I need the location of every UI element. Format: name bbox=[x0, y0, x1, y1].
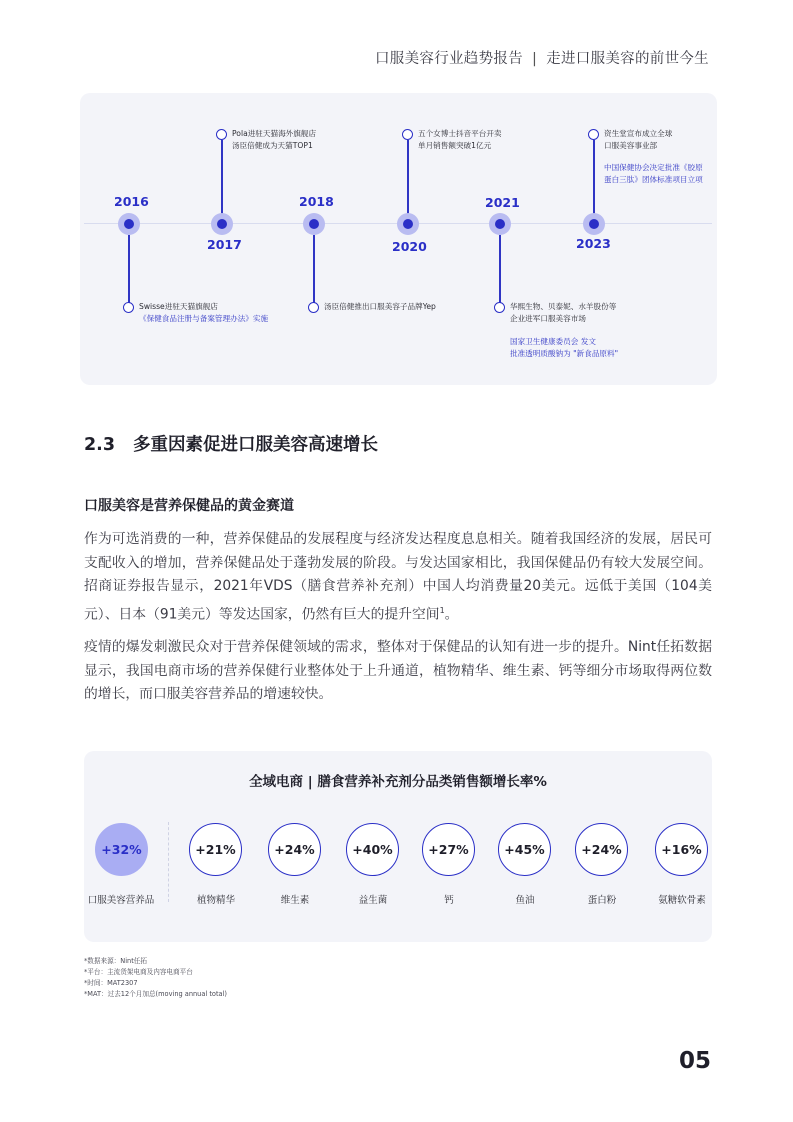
event-marker-2016 bbox=[123, 302, 134, 313]
growth-value-circle: +24% bbox=[268, 823, 321, 876]
event-marker-2020 bbox=[402, 129, 413, 140]
section-heading bbox=[84, 431, 378, 456]
footnote-platform: *平台：主流货架电商及内容电商平台 bbox=[84, 968, 193, 976]
event-2021-text-1: 华熙生物、贝泰妮、水羊股份等 bbox=[510, 302, 617, 311]
timeline-panel bbox=[80, 93, 717, 385]
timeline-node-2023 bbox=[583, 213, 605, 235]
event-2017-text-2: 汤臣倍健成为天猫TOP1 bbox=[232, 141, 313, 150]
event-marker-2021 bbox=[494, 302, 505, 313]
growth-panel-title: 全域电商 | 膳食营养补充剂分品类销售额增长率% bbox=[249, 774, 547, 790]
category-label: 口服美容营养品 bbox=[87, 895, 155, 906]
growth-value-circle-highlight: +32% bbox=[95, 823, 148, 876]
page-number: 05 bbox=[678, 1048, 711, 1074]
panel-divider bbox=[168, 822, 169, 902]
growth-value-circle: +45% bbox=[498, 823, 551, 876]
year-2020: 2020 bbox=[392, 239, 427, 254]
growth-value-circle: +21% bbox=[189, 823, 242, 876]
body-paragraph-1 bbox=[84, 528, 712, 627]
event-2020-text-2: 单月销售额突破1亿元 bbox=[418, 141, 492, 150]
category-label: 蛋白粉 bbox=[587, 895, 617, 906]
paragraph-1-end: 。 bbox=[444, 606, 459, 623]
body-paragraph-2: 疫情的爆发刺激民众对于营养保健领域的需求，整体对于保健品的认知有进一步的提升。Nint任拓数据显示，我国电商市场的营养保健行业整体处于上升通道，植物精华、维生素、钙等细分市场取得两位数的增长，而口服美容营养品的增速较快。 bbox=[84, 639, 712, 702]
year-2016: 2016 bbox=[114, 194, 149, 209]
timeline-stem-2017 bbox=[221, 140, 223, 214]
event-2016-text: Swisse进驻天猫旗舰店 bbox=[139, 302, 218, 311]
timeline-node-2020 bbox=[397, 213, 419, 235]
category-label: 氨糖软骨素 bbox=[658, 895, 706, 906]
paragraph-1-text: 作为可选消费的一种，营养保健品的发展程度与经济发达程度息息相关。随着我国经济的发展，居民可支配收入的增加，营养保健品处于蓬勃发展的阶段。与发达国家相比，我国保健品仍有较大发展空间。招商证券报告显示，2021年VDS（膳食营养补充剂）中国人均消费量20美元。远低于美国（104美元）、日本（91美元）等发达国家，仍然有巨大的提升空间 bbox=[84, 531, 712, 623]
timeline-stem-2023 bbox=[593, 140, 595, 214]
event-2023-text-2: 口服美容事业部 bbox=[604, 141, 658, 150]
growth-value-circle: +24% bbox=[575, 823, 628, 876]
event-2023-text-1: 资生堂宣布成立全球 bbox=[604, 129, 673, 138]
category-label: 钙 bbox=[444, 895, 454, 906]
footnote-ref: 1 bbox=[439, 605, 445, 615]
timeline-node-2016 bbox=[118, 213, 140, 235]
event-2023-note-1: 中国保健协会决定批准《胶原 bbox=[604, 163, 703, 172]
timeline-stem-2018 bbox=[313, 235, 315, 303]
running-header bbox=[375, 47, 709, 68]
year-2018: 2018 bbox=[299, 194, 334, 209]
event-2021-text-2: 企业进军口服美容市场 bbox=[510, 314, 586, 323]
event-2021-note-1: 国家卫生健康委员会 发文 bbox=[510, 337, 596, 346]
event-2021-note-2: 批准透明质酸钠为 "新食品原料" bbox=[510, 349, 619, 358]
event-2023-note-2: 蛋白三肽》团体标准项目立项 bbox=[604, 175, 703, 184]
timeline-node-2018 bbox=[303, 213, 325, 235]
timeline-node-2021 bbox=[489, 213, 511, 235]
event-marker-2023 bbox=[588, 129, 599, 140]
year-2021: 2021 bbox=[485, 195, 520, 210]
footnote-source: *数据来源：Nint任拓 bbox=[84, 957, 147, 965]
timeline-stem-2020 bbox=[407, 140, 409, 214]
event-2017-text-1: Pola进驻天猫海外旗舰店 bbox=[232, 129, 317, 138]
header-report-title: 口服美容行业趋势报告 bbox=[375, 51, 523, 67]
year-2023: 2023 bbox=[576, 236, 611, 251]
timeline-stem-2021 bbox=[499, 235, 501, 303]
event-2016-note: 《保健食品注册与备案管理办法》实施 bbox=[139, 314, 269, 323]
growth-value-circle: +40% bbox=[346, 823, 399, 876]
category-label: 益生菌 bbox=[358, 895, 388, 906]
category-label: 鱼油 bbox=[515, 895, 535, 906]
section-title: 多重因素促进口服美容高速增长 bbox=[133, 435, 379, 455]
year-2017: 2017 bbox=[207, 237, 242, 252]
header-chapter-title: 走进口服美容的前世今生 bbox=[546, 51, 709, 67]
section-number: 2.3 bbox=[84, 435, 116, 455]
event-2020-text-1: 五个女博士抖音平台开卖 bbox=[418, 129, 502, 138]
footnote-mat: *MAT：过去12个月加总(moving annual total) bbox=[84, 990, 227, 998]
category-label: 维生素 bbox=[280, 895, 310, 906]
footnote-time: *时间：MAT2307 bbox=[84, 979, 138, 987]
timeline-node-2017 bbox=[211, 213, 233, 235]
header-separator: | bbox=[532, 51, 538, 67]
growth-value-circle: +27% bbox=[422, 823, 475, 876]
growth-value-circle: +16% bbox=[655, 823, 708, 876]
subsection-title: 口服美容是营养保健品的黄金赛道 bbox=[84, 498, 294, 514]
growth-rate-panel bbox=[84, 751, 712, 942]
event-marker-2017 bbox=[216, 129, 227, 140]
category-label: 植物精华 bbox=[196, 895, 235, 906]
footnotes bbox=[84, 956, 227, 1000]
event-2018-text: 汤臣倍健推出口服美容子品牌Yep bbox=[324, 302, 436, 311]
timeline-stem-2016 bbox=[128, 235, 130, 303]
event-marker-2018 bbox=[308, 302, 319, 313]
